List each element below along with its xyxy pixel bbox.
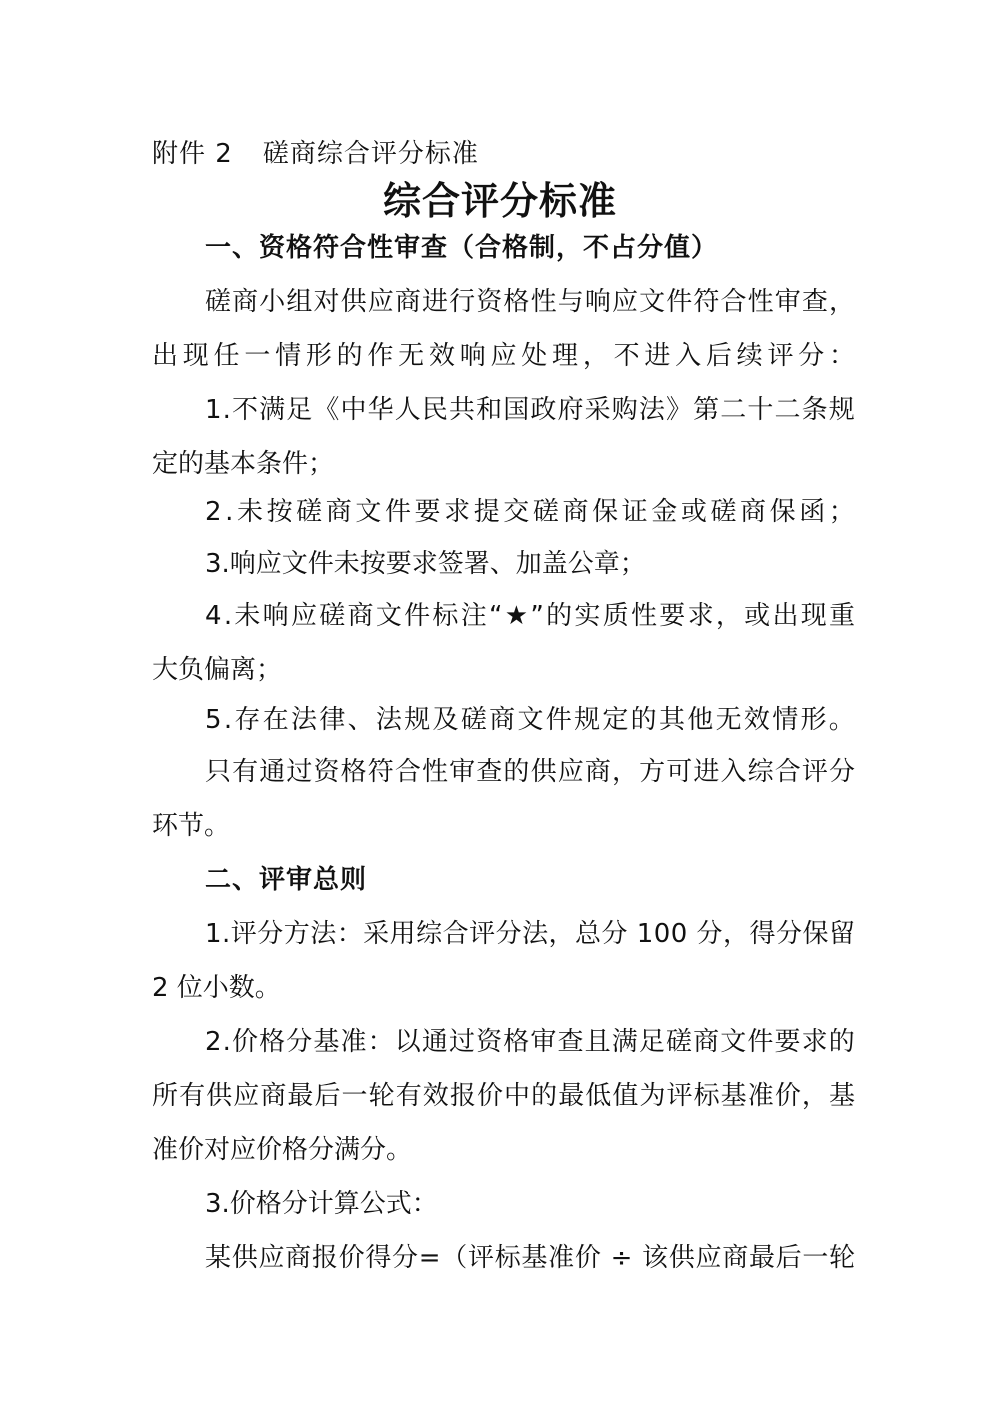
paragraph-line: 某供应商报价得分=（评标基准价 ÷ 该供应商最后一轮 xyxy=(205,1243,856,1273)
paragraph-line: 4.未响应磋商文件标注“★”的实质性要求，或出现重 xyxy=(205,601,858,631)
attachment-header xyxy=(152,136,479,172)
paragraph-line: 准价对应价格分满分。 xyxy=(152,1135,413,1165)
paragraph-line: 所有供应商最后一轮有效报价中的最低值为评标基准价，基 xyxy=(152,1081,857,1111)
paragraph-line: 5.存在法律、法规及磋商文件规定的其他无效情形。 xyxy=(205,705,858,735)
paragraph-line: 只有通过资格符合性审查的供应商，方可进入综合评分 xyxy=(205,757,857,787)
paragraph-line: 出现任一情形的作无效响应处理，不进入后续评分： xyxy=(152,341,860,371)
paragraph-line: 2.未按磋商文件要求提交磋商保证金或磋商保函； xyxy=(205,497,859,527)
paragraph-line: 2.价格分基准：以通过资格审查且满足磋商文件要求的 xyxy=(205,1027,856,1057)
attachment-name: 磋商综合评分标准 xyxy=(262,139,479,169)
paragraph-line: 3.价格分计算公式： xyxy=(205,1189,438,1219)
paragraph-line: 1.评分方法：采用综合评分法，总分 100 分，得分保留 xyxy=(205,919,856,949)
section-heading-general-principles: 二、评审总则 xyxy=(205,865,368,895)
section-heading-qualification: 一、资格符合性审查（合格制，不占分值） xyxy=(205,233,719,263)
attachment-label: 附件 2 xyxy=(152,139,233,169)
document-title: 综合评分标准 xyxy=(382,178,617,223)
paragraph-line: 3.响应文件未按要求签署、加盖公章； xyxy=(205,549,646,579)
paragraph-line: 2 位小数。 xyxy=(152,973,281,1003)
paragraph-line: 定的基本条件； xyxy=(152,449,335,479)
paragraph-line: 磋商小组对供应商进行资格性与响应文件符合性审查， xyxy=(205,287,857,317)
paragraph-line: 1.不满足《中华人民共和国政府采购法》第二十二条规 xyxy=(205,395,856,425)
paragraph-line: 大负偏离； xyxy=(152,655,283,685)
paragraph-line: 环节。 xyxy=(152,811,231,841)
